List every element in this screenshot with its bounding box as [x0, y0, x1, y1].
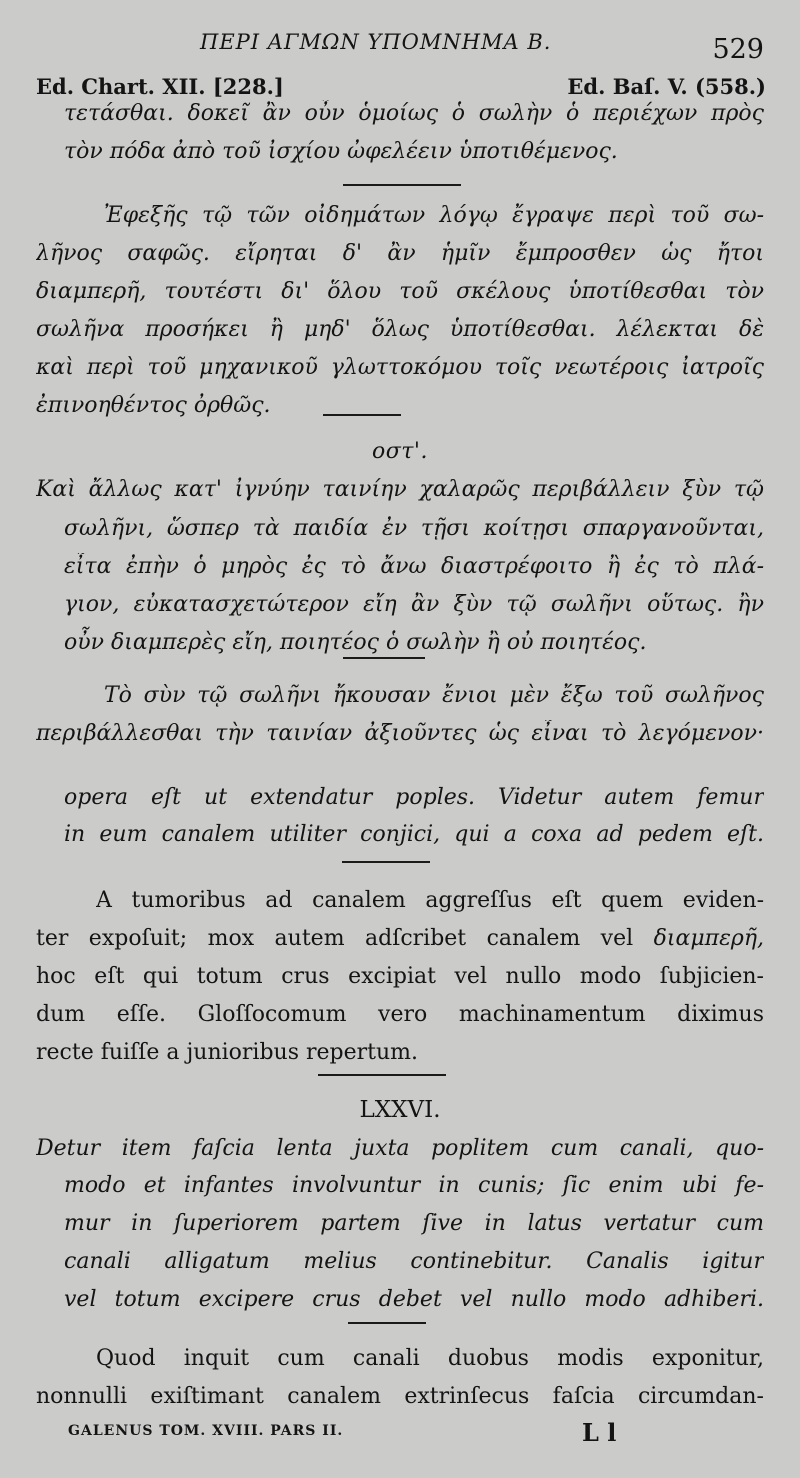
text-line: Quod inquit cum canali duobus modis exponitur,	[96, 1346, 764, 1371]
text-line: περιβάλλεσθαι τὴν ταινίαν ἀξιοῦντες ὡς εἶναι τὸ λεγόμενον·	[36, 721, 764, 746]
text-line: ἐπινοηθέντος ὀρθῶς.	[36, 393, 271, 418]
text-line: οὖν διαμπερὲς εἴη, ποιητέος ὁ σωλὴν ἢ οὐ ποιητέος.	[64, 630, 647, 655]
text-line: εἶτα ἐπὴν ὁ μηρὸς ἐς τὸ ἄνω διαστρέφοιτο ἢ ἐς τὸ πλά-	[64, 554, 764, 579]
latin-section-number: LXXVI.	[359, 1097, 441, 1123]
text-line: σωλῆνα προσήκει ἢ μηδ' ὅλως ὑποτίθεσθαι. λέλεκται δὲ	[36, 317, 764, 342]
text-line: Detur item faſcia lenta juxta poplitem cum canali, quo-	[36, 1136, 764, 1161]
text-line: καὶ περὶ τοῦ μηχανικοῦ γλωττοκόμου τοῖς νεωτέροις ἰατροῖς	[36, 355, 764, 380]
text-segment: ter expoſuit; mox autem adſcribet canalem vel	[36, 926, 634, 951]
separator-rule	[348, 1322, 426, 1324]
sheet-mark: L l	[582, 1418, 617, 1447]
text-line: Τὸ σὺν τῷ σωλῆνι ἤκουσαν ἔνιοι μὲν ἔξω τοῦ σωλῆνος	[104, 683, 764, 708]
text-line: σωλῆνι, ὥσπερ τὰ παιδία ἐν τῇσι κοίτῃσι σπαργανοῦνται,	[64, 516, 764, 541]
text-line: Καὶ ἄλλως κατ' ἰγνύην ταινίην χαλαρῶς περιβάλλειν ξὺν τῷ	[36, 477, 764, 502]
greek-section-number: οστ'.	[372, 439, 428, 464]
separator-rule	[323, 414, 401, 416]
text-line: γιον, εὐκατασχετώτερον εἴη ἂν ξὺν τῷ σωλῆνι οὕτως. ἢν	[64, 592, 764, 617]
separator-rule	[342, 861, 430, 863]
text-line: λῆνος σαφῶς. εἴρηται δ' ἂν ἡμῖν ἔμπροσθεν ὡς ἤτοι	[36, 241, 764, 266]
text-line: mur in ſuperiorem partem ſive in latus vertatur cum	[64, 1211, 764, 1236]
text-line: vel totum excipere crus debet vel nullo modo adhiberi.	[64, 1287, 764, 1312]
edition-reference-left: Ed. Chart. XII. [228.]	[36, 74, 284, 99]
text-line: Ἐφεξῆς τῷ τῶν οἰδημάτων λόγῳ ἔγραψε περὶ τοῦ σω-	[104, 203, 764, 228]
edition-reference-right: Ed. Baſ. V. (558.)	[567, 74, 766, 99]
signature-mark: GALENUS TOM. XVIII. PARS II.	[68, 1423, 344, 1439]
text-line: hoc eſt qui totum crus excipiat vel nullo modo ſubjicien-	[36, 964, 764, 989]
text-line: modo et infantes involvuntur in cunis; ſic enim ubi fe-	[64, 1173, 764, 1198]
running-title: ΠΕΡΙ ΑΓΜΩΝ ΥΠΟΜΝΗΜΑ Β.	[200, 30, 552, 54]
text-line: in eum canalem utiliter conjici, qui a coxa ad pedem eſt.	[64, 822, 764, 847]
text-line: nonnulli exiſtimant canalem extrinſecus faſcia circumdan-	[36, 1384, 764, 1409]
text-line: opera eſt ut extendatur poples. Videtur autem femur	[64, 785, 764, 810]
text-line: τὸν πόδα ἀπὸ τοῦ ἰσχίου ὠφελέειν ὑποτιθέμενος.	[64, 139, 618, 164]
separator-rule	[318, 1074, 446, 1076]
text-line: τετάσθαι. δοκεῖ ἂν οὖν ὁμοίως ὁ σωλὴν ὁ περιέχων πρὸς	[64, 101, 764, 126]
separator-rule	[343, 184, 461, 186]
page-number: 529	[712, 34, 764, 65]
text-line	[36, 925, 764, 953]
text-line: canali alligatum melius continebitur. Canalis igitur	[64, 1249, 764, 1274]
text-line: dum eſſe. Gloſſocomum vero machinamentum diximus	[36, 1002, 764, 1027]
text-line: A tumoribus ad canalem aggreſſus eſt quem eviden-	[96, 888, 764, 913]
greek-word: διαμπερῆ,	[653, 926, 764, 951]
separator-rule	[343, 657, 425, 659]
text-line: recte fuiſſe a junioribus repertum.	[36, 1040, 419, 1065]
text-line: διαμπερῆ, τουτέστι δι' ὅλου τοῦ σκέλους ὑποτίθεσθαι τὸν	[36, 279, 764, 304]
